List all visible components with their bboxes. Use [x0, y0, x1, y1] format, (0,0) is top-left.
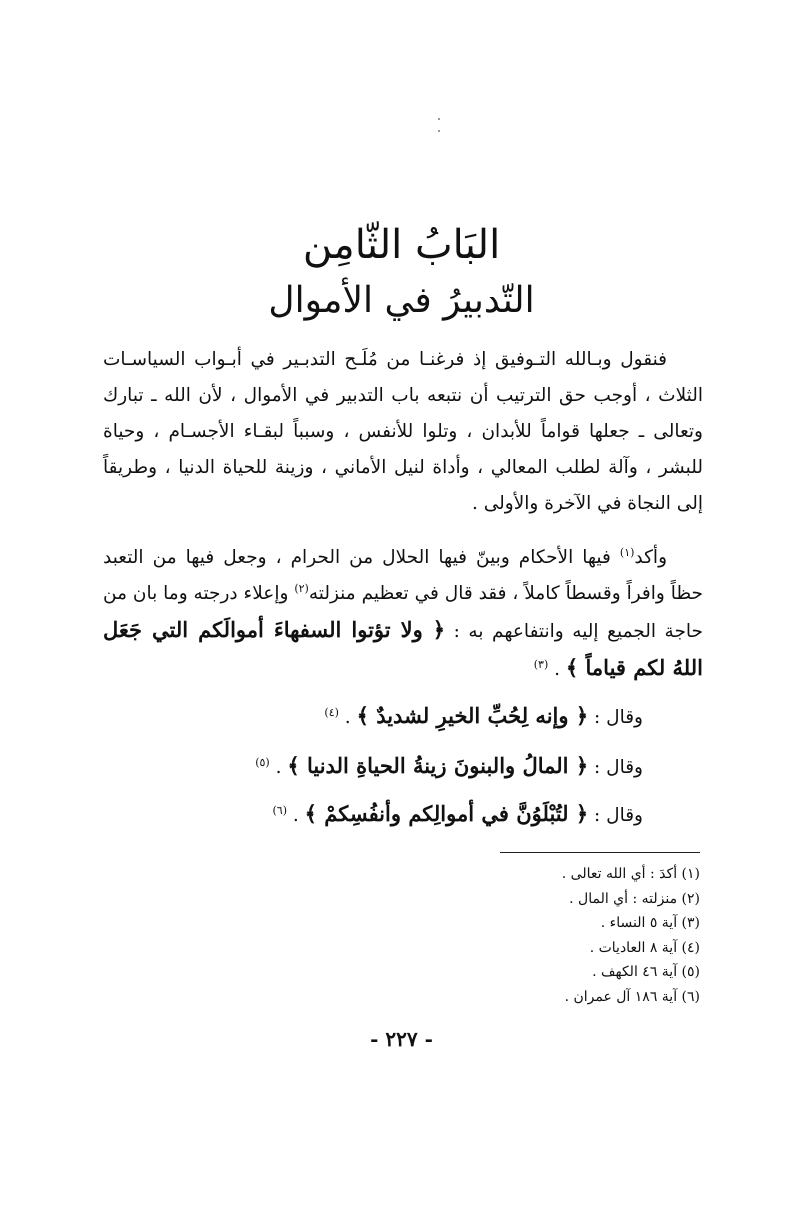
quote-prefix: وقال : — [588, 757, 643, 778]
footnote-ref-1[interactable]: (١) — [619, 545, 635, 559]
quote-prefix: وقال : — [588, 707, 643, 728]
paragraph-1 — [103, 342, 703, 522]
paragraph-2-part3: وإعلاء درجته وما بان من حاجة الجميع إليه وانتفاعهم به : — [103, 583, 703, 642]
scan-mark — [438, 118, 440, 120]
footnote-item: (٦) آية ١٨٦ آل عمران . — [564, 988, 700, 1005]
quote-line — [103, 794, 643, 836]
page-number: - ٢٢٧ - — [370, 1027, 433, 1051]
quran-verse: ﴿ وإنه لِحُبِّ الخيرِ لشديدٌ ﴾ — [356, 703, 589, 728]
quote-line — [103, 746, 643, 788]
chapter-title: البَابُ الثّامِن — [302, 222, 501, 268]
footnotes-list — [300, 862, 700, 1009]
footnote-ref-2[interactable]: (٢) — [294, 581, 309, 595]
quran-verse: ﴿ لتُبْلَوُنَّ في أموالِكم وأنفُسِكمْ ﴾ — [304, 801, 589, 826]
paragraph-2-end: . — [548, 659, 566, 680]
paragraph-1-text: فنقول وبـالله التـوفيق إذ فرغنـا من مُلَـح التدبـير في أبـواب السياسـات الثلاث ، أوجب حق الترتيب أن نتبعه باب التدبير في الأموال ، لأن الله ـ تبارك وتعالى ـ جعلها قواماً للأبدان ، وتلوا للأنفس ، وسبباً لبقـاء الأجسـام ، وحياة للبشر ، وآلة لطلب المعالي ، وأداة لنيل الأماني ، وزينة للحياة الدنيا ، وطريقاً إلى النجاة في الآخرة والأولى . — [103, 349, 703, 514]
section-title: التّدبيرُ في الأموال — [268, 280, 535, 321]
footnote-item: (١) أكدَ : أي الله تعالى . — [561, 866, 700, 882]
quran-verse: ﴿ المالُ والبنونَ زينةُ الحياةِ الدنيا ﴾ — [287, 753, 589, 778]
quran-verse: ﴿ ولا تؤتوا السفهاءَ أموالَكم التي جَعَل اللهُ لكم قياماً ﴾ — [103, 617, 703, 680]
scan-mark — [438, 130, 440, 132]
quote-prefix: وقال : — [588, 805, 643, 826]
footnote-item: (٥) آية ٤٦ الكهف . — [592, 964, 700, 980]
footnote-item: (٢) منزلته : أي المال . — [569, 890, 700, 907]
quote-suffix: . — [338, 707, 357, 728]
footnote-item: (٤) آية ٨ العاديات . — [589, 939, 700, 956]
footnote-ref-4[interactable]: (٤) — [324, 705, 339, 719]
paragraph-2-part1: وأكد — [634, 547, 667, 568]
quote-line — [103, 696, 643, 738]
footnote-ref-6[interactable]: (٦) — [272, 803, 287, 817]
footnote-ref-5[interactable]: (٥) — [255, 755, 270, 769]
paragraph-2 — [103, 540, 703, 688]
footnote-ref-3[interactable]: (٣) — [533, 657, 549, 671]
paragraph-2-part2: فيها الأحكام وبينّ فيها الحلال من الحرام ، وجعل فيها من التعبد حظاً وافراً وقسطاً كاملاً ، فقد قال في تعظيم منزلته — [103, 547, 703, 604]
footnote-item: (٣) آية ٥ النساء . — [600, 915, 700, 931]
footnote-divider — [500, 852, 700, 853]
quote-suffix: . — [286, 805, 305, 826]
quote-suffix: . — [269, 757, 288, 778]
